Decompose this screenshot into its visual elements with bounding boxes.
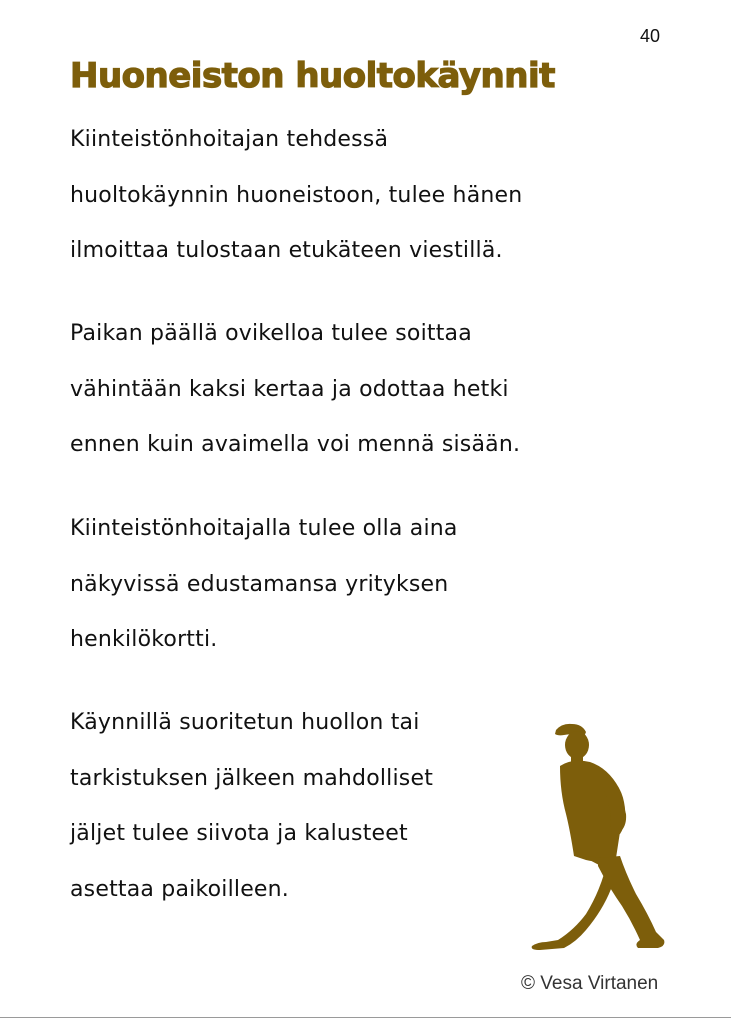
text-line: ilmoittaa tulostaan etukäteen viestillä. <box>70 238 503 263</box>
text-line: asettaa paikoilleen. <box>70 876 290 902</box>
walking-man-silhouette-icon <box>524 718 669 958</box>
bottom-divider <box>0 1017 731 1018</box>
text-line: vähintään kaksi kertaa ja odottaa hetki <box>70 376 509 402</box>
paragraph-notice <box>70 128 522 295</box>
text-line: näkyvissä edustamansa yrityksen <box>70 571 449 597</box>
page-number: 40 <box>640 26 661 46</box>
text-line: Käynnillä suoritetun huollon tai <box>70 710 420 735</box>
text-line: henkilökortti. <box>70 627 218 652</box>
copyright-credit: © Vesa Virtanen <box>521 973 659 994</box>
paragraph-cleanup <box>70 711 433 933</box>
text-line: tarkistuksen jälkeen mahdolliset <box>70 765 434 791</box>
paragraph-id-card <box>70 517 458 684</box>
text-line: jäljet tulee siivota ja kalusteet <box>70 821 408 846</box>
page-title: Huoneiston huoltokäynnit <box>70 56 555 96</box>
paragraph-doorbell <box>70 322 520 489</box>
text-line: Kiinteistönhoitajan tehdessä <box>70 127 389 152</box>
text-line: ennen kuin avaimella voi mennä sisään. <box>70 432 521 457</box>
text-line: Paikan päällä ovikelloa tulee soittaa <box>70 321 472 346</box>
text-line: Kiinteistönhoitajalla tulee olla aina <box>70 516 458 541</box>
text-line: huoltokäynnin huoneistoon, tulee hänen <box>70 182 523 208</box>
